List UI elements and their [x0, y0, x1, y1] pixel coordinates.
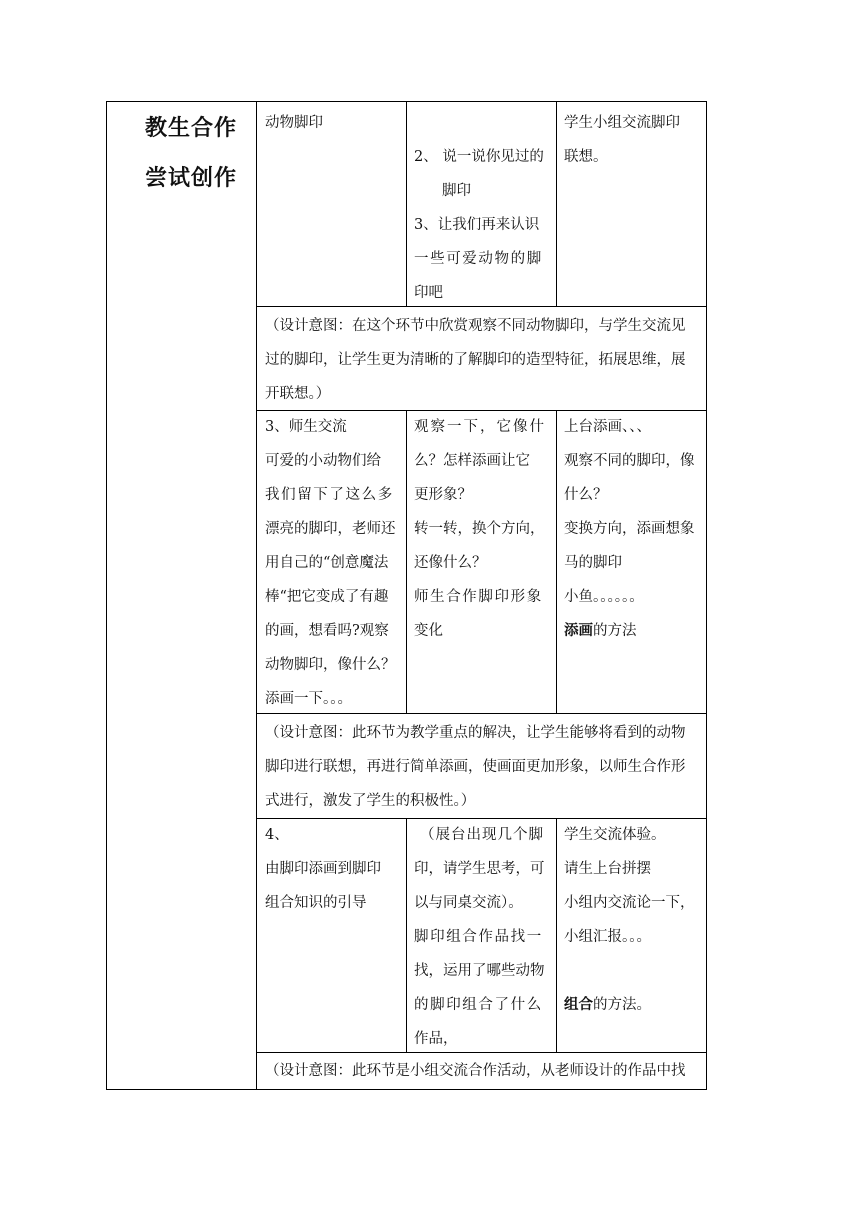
row2-activity [265, 410, 396, 716]
design-intent-line: （设计意图：此环节为教学重点的解决，让学生能够将看到的动物 [265, 725, 686, 741]
row1-teacher-line: 脚印 [442, 183, 471, 199]
row2-teacher-line: 转一转，换个方向， [414, 521, 545, 537]
stage-label-line1: 教生合作 [145, 116, 238, 141]
row3-teacher-line: 脚印组合作品找一 [414, 929, 543, 945]
design-intent-line: 脚印进行联想，再进行简单添画，使画面更加形象，以师生合作形 [265, 759, 686, 775]
row2-activity-line: 可爱的小动物们给 [265, 453, 381, 469]
row3-activity-line: 由脚印添画到脚印 [265, 861, 381, 877]
row1-teacher-line: 2、 说一说你见过的 [414, 149, 544, 165]
row2-method-bold: 添画 [564, 623, 593, 639]
row2-divider-b [556, 410, 557, 714]
row3-teacher-line: 的脚印组合了什么 [414, 997, 543, 1013]
row3-teacher [414, 818, 545, 1056]
row2-student-line: 变换方向，添画想象 [564, 521, 695, 537]
row2-teacher-line: 还像什么？ [414, 555, 487, 571]
row2-student-line: 观察不同的脚印，像 [564, 453, 695, 469]
row3-divider-a [406, 818, 407, 1053]
row3-divider-b [556, 818, 557, 1053]
row2-method-rest: 的方法 [593, 623, 637, 639]
row2-student-line: 马的脚印 [564, 555, 622, 571]
row3-activity [265, 818, 381, 920]
row2-student-line: 上台添画、、、 [564, 419, 651, 435]
row2-activity-line: 的画，想看吗?观察 [265, 623, 389, 639]
row3-student-line: 请生上台拼摆 [564, 861, 651, 877]
row3-method-bold: 组合 [564, 997, 593, 1013]
row2-activity-line: 3、师生交流 [265, 419, 347, 435]
row3-activity-line: 组合知识的引导 [265, 895, 367, 911]
row1-teacher-line: 一些可爱动物的脚 [414, 251, 543, 267]
design-intent-line: 式进行，激发了学生的积极性。） [265, 793, 476, 809]
row2-activity-line: 用自己的“创意魔法 [265, 555, 389, 571]
stage-column-divider [256, 101, 257, 1090]
row1-student [564, 106, 680, 174]
row2-activity-line: 我们留下了这么多 [265, 487, 394, 503]
design-intent-line: （设计意图：在这个环节中欣赏观察不同动物脚印，与学生交流见 [265, 318, 686, 334]
table-border-bottom [106, 1089, 707, 1090]
row2-activity-line: 添画一下。。。 [265, 691, 352, 707]
row2-teacher-line: 观察一下，它像什 [414, 419, 546, 435]
row2-divider-a [406, 410, 407, 714]
row2-teacher [414, 410, 546, 648]
row1-student-line: 学生小组交流脚印 [564, 115, 680, 131]
design-intent-line: （设计意图：此环节是小组交流合作活动，从老师设计的作品中找 [265, 1063, 686, 1079]
row1-teacher-line: 3、让我们再来认识 [414, 217, 540, 233]
row1-teacher-line: 印吧 [414, 285, 443, 301]
stage-label-line2: 尝试创作 [145, 166, 238, 191]
row2-method-line [564, 614, 695, 648]
row1-student-line: 联想。 [564, 149, 608, 165]
row2-teacher-line: 师生合作脚印形象 [414, 589, 543, 605]
row1-teacher [414, 140, 544, 310]
row3-student [564, 818, 695, 1022]
stage-label [145, 104, 245, 204]
row3-teacher-line: 以与同桌交流）。 [414, 895, 523, 911]
row3-spacer [564, 954, 695, 988]
table-border-left [106, 101, 107, 1090]
row2-teacher-line: 更形象？ [414, 487, 472, 503]
row1-activity [265, 106, 323, 140]
row3-teacher-line: 作品， [414, 1031, 458, 1047]
row2-student-line: 小鱼。。。。。。 [564, 589, 644, 605]
design-intent-2 [265, 716, 705, 818]
row2-activity-line: 漂亮的脚印，老师还 [265, 521, 396, 537]
row1-divider-a [406, 101, 407, 307]
design-intent-1 [265, 309, 705, 411]
row3-student-line: 小组内交流论一下， [564, 895, 695, 911]
row3-activity-line: 4、 [265, 827, 289, 843]
row3-method-line [564, 988, 695, 1022]
row3-student-line: 小组汇报。。。 [564, 929, 651, 945]
row2-activity-line: 棒“把它变成了有趣 [265, 589, 389, 605]
row1-divider-b [556, 101, 557, 307]
row3-teacher-line: 印，请学生思考，可 [414, 861, 545, 877]
design-intent-line: 过的脚印，让学生更为清晰的了解脚印的造型特征，拓展思维，展 [265, 352, 686, 368]
row1-activity-text: 动物脚印 [265, 115, 323, 131]
row2-teacher-line: 变化 [414, 623, 443, 639]
row3-method-rest: 的方法。 [593, 997, 651, 1013]
row2-student [564, 410, 695, 648]
row3-teacher-line: 找，运用了哪些动物 [414, 963, 545, 979]
row2-student-line: 什么？ [564, 487, 608, 503]
row2-activity-line: 动物脚印，像什么？ [265, 657, 396, 673]
design-intent-3 [265, 1054, 705, 1088]
table-border-right [706, 101, 707, 1090]
row3-teacher-line: （展台出现几个脚 [420, 827, 544, 843]
design-intent-line: 开联想。） [265, 386, 331, 402]
row2-teacher-line: 么？怎样添画让它 [414, 453, 530, 469]
row3-student-line: 学生交流体验。 [564, 827, 666, 843]
